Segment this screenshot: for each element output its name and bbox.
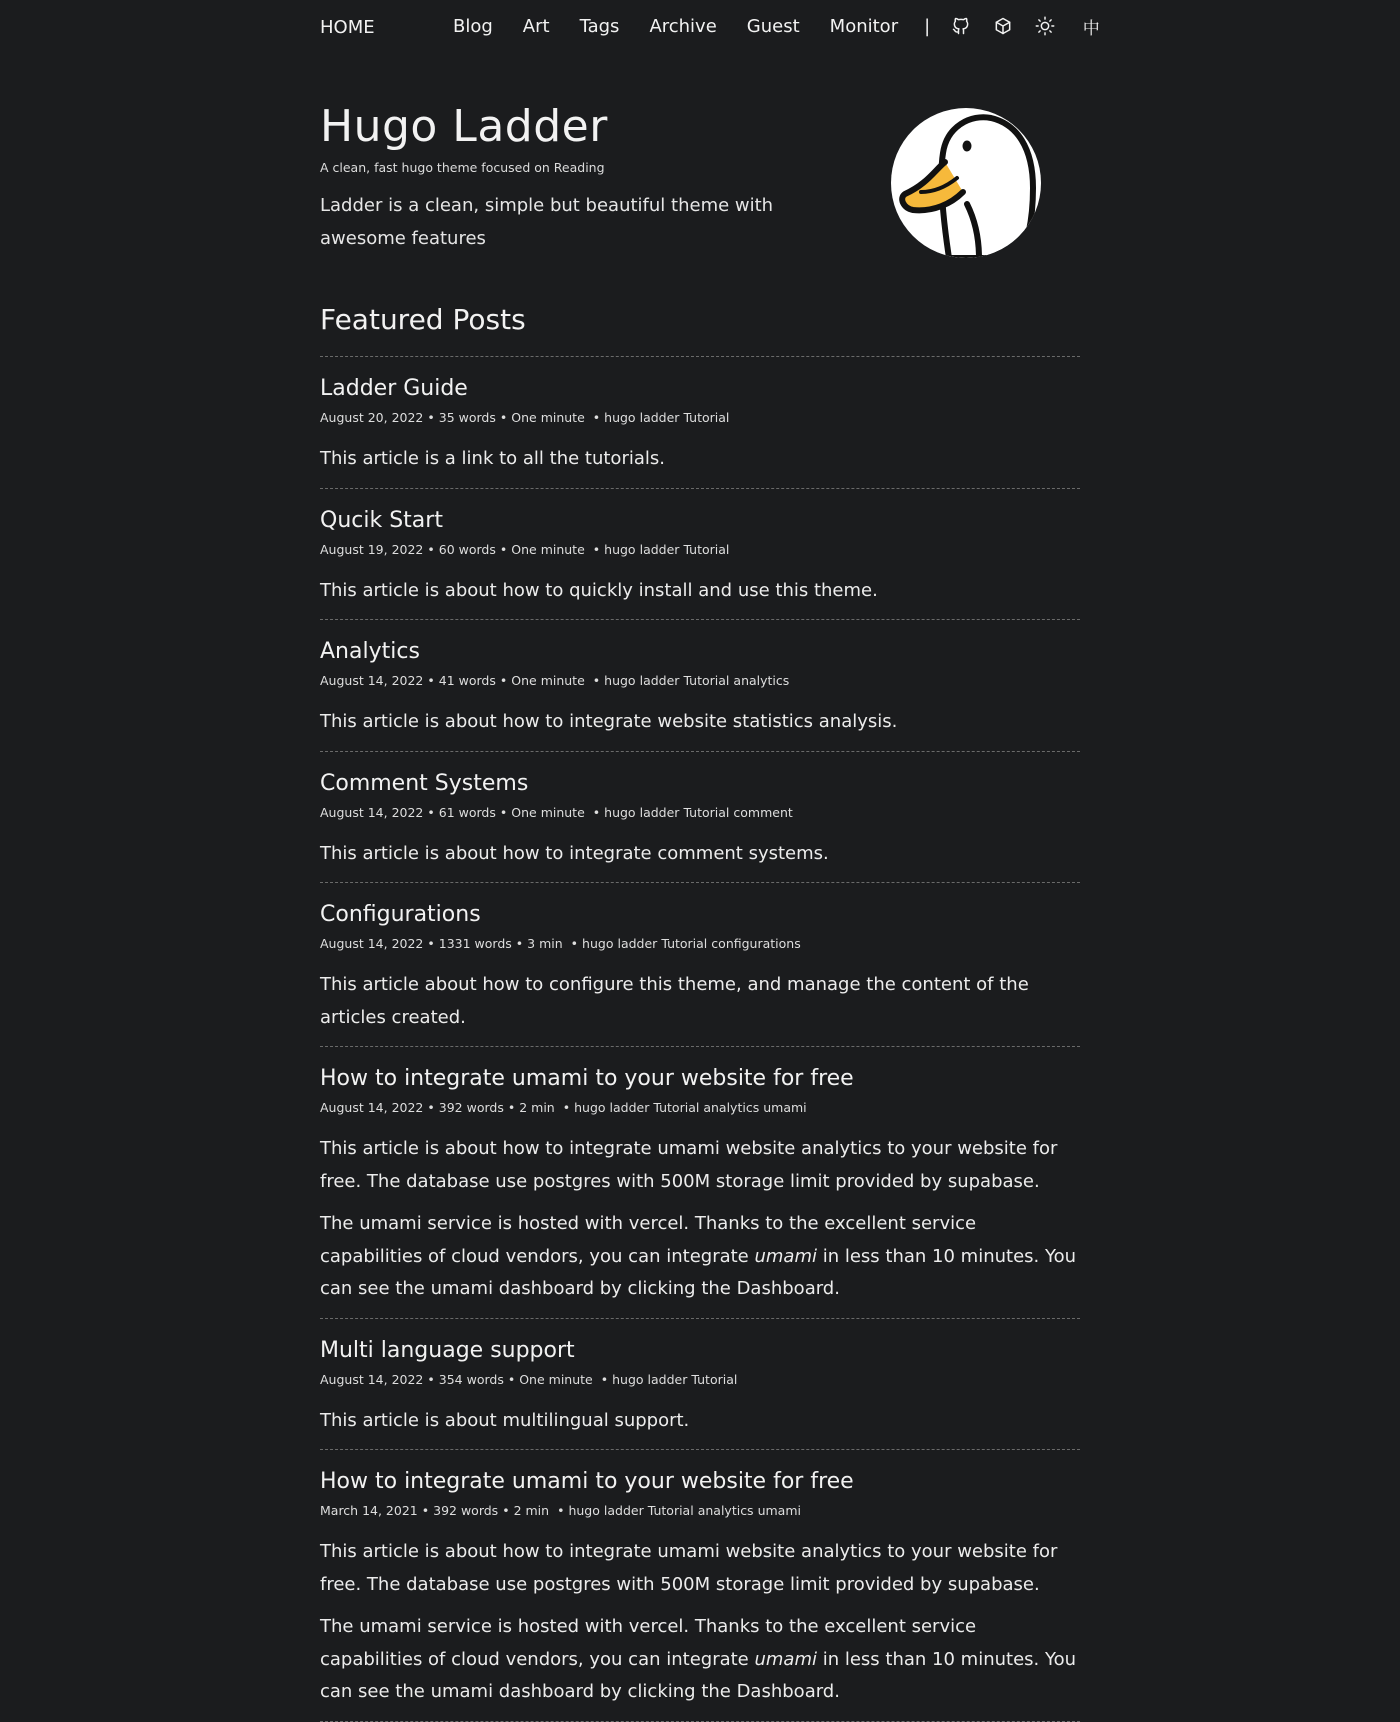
language-icon[interactable]: 中 [1082,18,1100,39]
meta-separator: • [427,673,435,688]
post-meta [320,1371,1080,1389]
post-item [320,357,1080,489]
post-tag[interactable]: analytics [733,673,790,688]
post-date: March 14, 2021 [320,1503,418,1518]
avatar [891,108,1041,258]
post-read-time: One minute [511,804,585,820]
post-summary: This article is about how to quickly install and use this theme. [320,579,878,601]
post-summary: This article is about multilingual support. [320,1409,690,1431]
post-title-link[interactable]: How to integrate umami to your website for free [320,1066,854,1091]
meta-separator: • [592,541,601,557]
post-word-count: 1331 words [438,936,512,951]
meta-separator: • [592,410,601,425]
post-meta [320,541,1080,559]
post-tag[interactable]: ladder [609,1100,650,1115]
post-list [320,357,1080,1722]
post-tag[interactable]: comment [733,804,793,820]
post-tag[interactable]: hugo [612,1371,644,1387]
home-link[interactable]: HOME [320,17,375,38]
meta-separator: • [499,804,508,820]
meta-separator: • [421,1503,430,1518]
post-tag[interactable]: Tutorial [653,1100,700,1115]
post-tag[interactable]: ladder [639,410,680,425]
summary-text: The umami service is hosted with vercel. Thanks to the excellent service capabilities of cloud vendors, you can integrate [320,1616,977,1670]
post-tag[interactable]: umami [763,1100,807,1115]
post-read-time: 2 min [513,1503,550,1518]
summary-emphasis: umami [754,1648,817,1670]
post-item [320,752,1080,884]
post-tag[interactable]: hugo [604,541,636,557]
post-title-link[interactable]: Configurations [320,902,481,927]
post-summary: This article is about how to integrate umami website analytics to your website for free. The database use postgres with 500M storage limit provided by supabase. [320,1138,1058,1192]
post-meta [320,409,1080,427]
post-date: August 14, 2022 [320,804,424,820]
site-title: Hugo Ladder [320,101,608,152]
site-subtitle: A clean, fast hugo theme focused on Reading [320,160,605,175]
duck-avatar-icon [891,108,1041,258]
meta-separator: • [507,1371,516,1387]
meta-separator: • [499,541,508,557]
post-summary: This article is a link to all the tutorials. [320,448,665,469]
post-tag[interactable]: ladder [639,804,680,820]
nav-item-archive[interactable]: Archive [649,15,717,37]
post-meta [320,1502,1080,1520]
nav-separator: | [924,15,931,37]
post-tag[interactable]: hugo [604,804,636,820]
post-tag[interactable]: analytics [703,1100,760,1115]
nav-item-guest[interactable]: Guest [746,15,800,37]
post-tag[interactable]: configurations [711,936,801,951]
summary-text: The umami service is hosted with vercel. Thanks to the excellent service capabilities of cloud vendors, you can integrate [320,1213,977,1267]
post-tag[interactable]: ladder [639,673,680,688]
summary-emphasis: umami [754,1245,817,1267]
post-word-count: 61 words [438,804,496,820]
post-tag[interactable]: Tutorial [683,804,730,820]
post-tag[interactable]: hugo [574,1100,606,1115]
post-tag[interactable]: analytics [697,1503,754,1518]
post-read-time: One minute [511,541,585,557]
post-item [320,620,1080,752]
post-word-count: 392 words [438,1100,504,1115]
post-word-count: 60 words [438,541,496,557]
post-meta [320,935,1080,953]
post-title-link[interactable]: Comment Systems [320,770,529,796]
post-item [320,489,1080,621]
post-tag[interactable]: hugo [582,936,614,951]
post-read-time: 2 min [519,1100,555,1115]
post-word-count: 354 words [438,1371,504,1387]
post-tag[interactable]: Tutorial [647,1503,694,1518]
top-nav [320,0,1100,56]
post-title-link[interactable]: Multi language support [320,1337,575,1363]
summary-text: in less than 10 minutes. You can see the umami dashboard by clicking the Dashboard. [320,1245,1076,1299]
post-tag[interactable]: Tutorial [661,936,708,951]
meta-separator: • [427,1100,435,1115]
post-meta [320,672,1080,690]
hero-section [320,100,1080,255]
post-word-count: 392 words [433,1503,499,1518]
post-date: August 14, 2022 [320,1371,424,1387]
post-date: August 14, 2022 [320,1100,424,1115]
post-date: August 14, 2022 [320,673,424,688]
meta-separator: • [427,410,435,425]
site-description: Ladder is a clean, simple but beautiful theme with awesome features [320,195,774,249]
post-title-link[interactable]: Analytics [320,639,420,664]
post-tag[interactable]: ladder [603,1503,644,1518]
summary-text: in less than 10 minutes. You can see the umami dashboard by clicking the Dashboard. [320,1648,1076,1702]
post-title-link[interactable]: How to integrate umami to your website for free [320,1469,854,1494]
meta-separator: • [499,410,508,425]
post-summary: This article is about how to integrate umami website analytics to your website for free. The database use postgres with 500M storage limit provided by supabase. [320,1541,1058,1595]
meta-separator: • [427,936,435,951]
post-item [320,1047,1080,1319]
meta-separator: • [557,1503,565,1518]
post-meta [320,804,1080,822]
post-tag[interactable]: ladder [639,541,680,557]
post-summary [320,1611,1080,1709]
post-summary: This article is about how to integrate website statistics analysis. [320,711,898,732]
post-tag[interactable]: hugo [604,673,636,688]
featured-heading: Featured Posts [320,300,1080,357]
post-date: August 20, 2022 [320,410,424,425]
post-word-count: 41 words [438,673,496,688]
post-tag[interactable]: ladder [617,936,658,951]
meta-separator: • [499,673,508,688]
post-date: August 14, 2022 [320,936,424,951]
nav-menu [453,15,1122,37]
post-item [320,883,1080,1047]
meta-separator: • [592,673,601,688]
nav-item-blog[interactable]: Blog [453,15,493,37]
post-tag[interactable]: ladder [647,1371,688,1387]
post-tag[interactable]: umami [757,1503,801,1518]
post-tag[interactable]: Tutorial [683,410,730,425]
post-read-time: One minute [511,673,585,688]
meta-separator: • [562,1100,571,1115]
meta-separator: • [515,936,524,951]
meta-separator: • [600,1371,609,1387]
post-read-time: One minute [519,1371,593,1387]
nav-item-tags[interactable]: Tags [579,15,620,37]
post-tag[interactable]: Tutorial [691,1371,738,1387]
post-read-time: One minute [511,410,585,425]
post-tag[interactable]: hugo [568,1503,600,1518]
meta-separator: • [427,1371,435,1387]
meta-separator: • [592,804,601,820]
post-summary: This article is about how to integrate comment systems. [320,842,829,864]
nav-item-art[interactable]: Art [522,15,550,37]
post-word-count: 35 words [438,410,496,425]
post-title-link[interactable]: Qucik Start [320,507,443,533]
post-summary [320,1208,1080,1306]
github-icon[interactable] [950,15,972,37]
post-item [320,1319,1080,1451]
post-date: August 19, 2022 [320,541,424,557]
post-summary: This article about how to configure this theme, and manage the content of the articles created. [320,974,1029,1028]
cube-icon[interactable] [992,15,1014,37]
post-tag[interactable]: Tutorial [683,673,730,688]
meta-separator: • [502,1503,510,1518]
post-read-time: 3 min [527,936,563,951]
meta-separator: • [427,541,435,557]
nav-item-monitor[interactable]: Monitor [829,15,899,37]
sun-icon[interactable] [1034,15,1056,37]
meta-separator: • [427,804,435,820]
post-tag[interactable]: hugo [604,410,636,425]
post-tag[interactable]: Tutorial [683,541,730,557]
post-title-link[interactable]: Ladder Guide [320,376,468,401]
featured-posts [320,300,1080,1722]
post-item [320,1450,1080,1722]
meta-separator: • [570,936,579,951]
meta-separator: • [507,1100,516,1115]
post-meta [320,1099,1080,1117]
